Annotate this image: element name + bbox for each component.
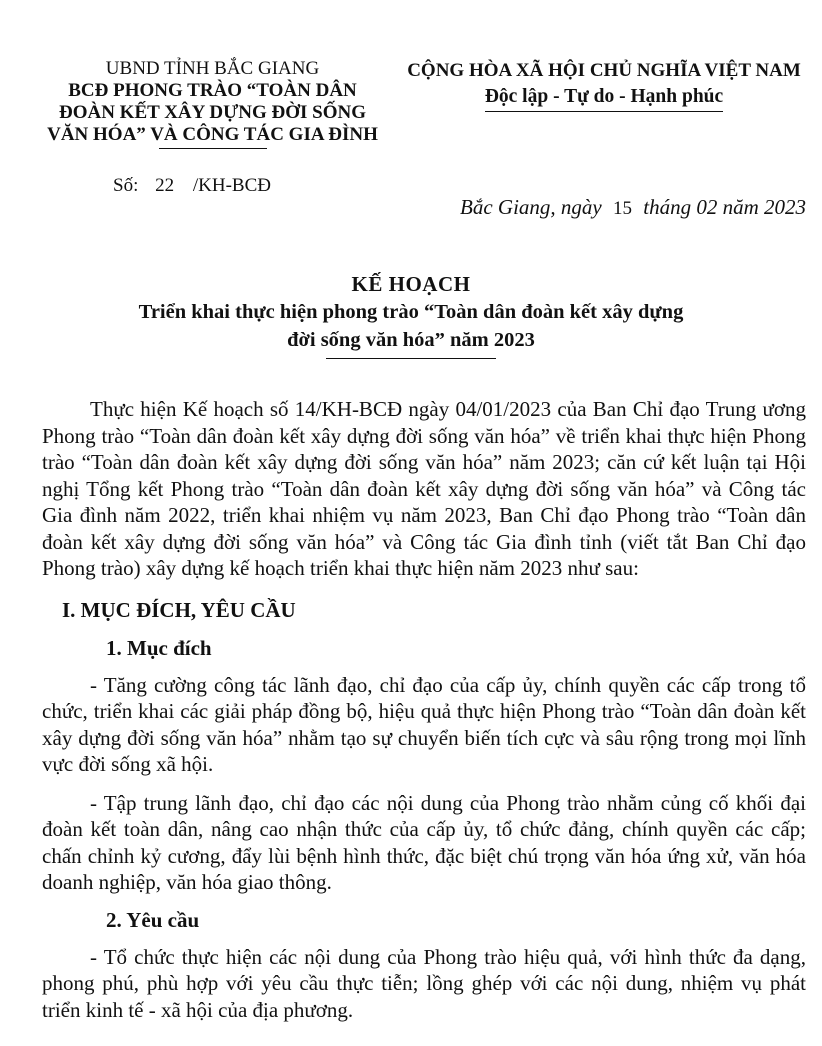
purpose-paragraph-1: - Tăng cường công tác lãnh đạo, chỉ đạo của cấp ủy, chính quyền các cấp trong tổ chức, triển khai các giải pháp đồng bộ, hiệu quả thực hiện Phong trào “Toàn dân đoàn kết xây dựng đời sống văn hóa” nhằm tạo sự chuyển biến tích cực và sâu rộng trong mọi lĩnh vực đời sống xã hội. — [42, 672, 806, 776]
document-title-line-1: Triển khai thực hiện phong trào “Toàn dân đoàn kết xây dựng — [138, 301, 684, 323]
date-month-year: tháng 02 năm 2023 — [643, 195, 806, 219]
date-day: 15 — [613, 198, 632, 219]
header-left-divider — [159, 148, 267, 149]
subsection-heading-requirements: 2. Yêu cầu — [106, 907, 200, 932]
requirements-paragraph-1: - Tổ chức thực hiện các nội dung của Phong trào hiệu quả, với hình thức đa dạng, phong phú, phù hợp với yêu cầu thực tiễn; lồng ghép với các nội dung, nhiệm vụ phát triển kinh tế - xã hội của địa phương. — [42, 944, 806, 1022]
steering-committee-line-1: BCĐ PHONG TRÀO “TOÀN DÂN — [68, 80, 357, 101]
document-title-line-2: đời sống văn hóa” năm 2023 — [287, 329, 535, 351]
agency-name: UBND TỈNH BẮC GIANG — [105, 58, 320, 79]
place-date-prefix: Bắc Giang, ngày — [460, 195, 602, 219]
steering-committee-line-3: VĂN HÓA” VÀ CÔNG TÁC GIA ĐÌNH — [47, 124, 378, 145]
section-heading-purpose-requirements: I. MỤC ĐÍCH, YÊU CẦU — [62, 597, 296, 622]
place-date-line — [460, 195, 806, 220]
issuing-agency-block — [40, 58, 385, 149]
intro-paragraph: Thực hiện Kế hoạch số 14/KH-BCĐ ngày 04/01/2023 của Ban Chỉ đạo Trung ương Phong trào “Toàn dân đoàn kết xây dựng đời sống văn hóa” về triển khai thực hiện Phong trào “Toàn dân đoàn kết xây dựng đời sống văn hóa” năm 2023; căn cứ kết luận tại Hội nghị Tổng kết Phong trào “Toàn dân đoàn kết xây dựng đời sống văn hóa” và Công tác Gia đình năm 2022, triển khai nhiệm vụ năm 2023, Ban Chỉ đạo Phong trào “Toàn dân đoàn kết xây dựng đời sống văn hóa” và Công tác Gia đình tỉnh (viết tắt Ban Chỉ đạo Phong trào) xây dựng kế hoạch triển khai thực hiện năm 2023 như sau: — [42, 397, 806, 580]
steering-committee-line-2: ĐOÀN KẾT XÂY DỰNG ĐỜI SỐNG — [58, 102, 366, 123]
subsection-heading-purpose: 1. Mục đích — [106, 635, 212, 660]
national-motto: Độc lập - Tự do - Hạnh phúc — [485, 84, 723, 112]
title-divider — [326, 358, 496, 359]
national-title-block — [398, 58, 810, 112]
document-number-value: 22 — [155, 175, 175, 196]
document-body — [42, 396, 806, 1023]
document-number-suffix: /KH-BCĐ — [192, 175, 271, 196]
purpose-paragraph-2: - Tập trung lãnh đạo, chỉ đạo các nội dung của Phong trào nhằm củng cố khối đại đoàn kết toàn dân, nâng cao nhận thức của cấp ủy, tổ chức đảng, chính quyền các cấp; chấn chỉnh kỷ cương, đẩy lùi bệnh hình thức, đặc biệt chú trọng văn hóa ứng xử, văn hóa doanh nghiệp, văn hóa giao thông. — [42, 790, 806, 894]
document-number-label: Số: — [113, 175, 139, 196]
document-type: KẾ HOẠCH — [351, 272, 471, 296]
document-number — [113, 175, 271, 197]
document-title-block — [40, 270, 782, 359]
nation-name: CỘNG HÒA XÃ HỘI CHỦ NGHĨA VIỆT NAM — [407, 60, 801, 81]
